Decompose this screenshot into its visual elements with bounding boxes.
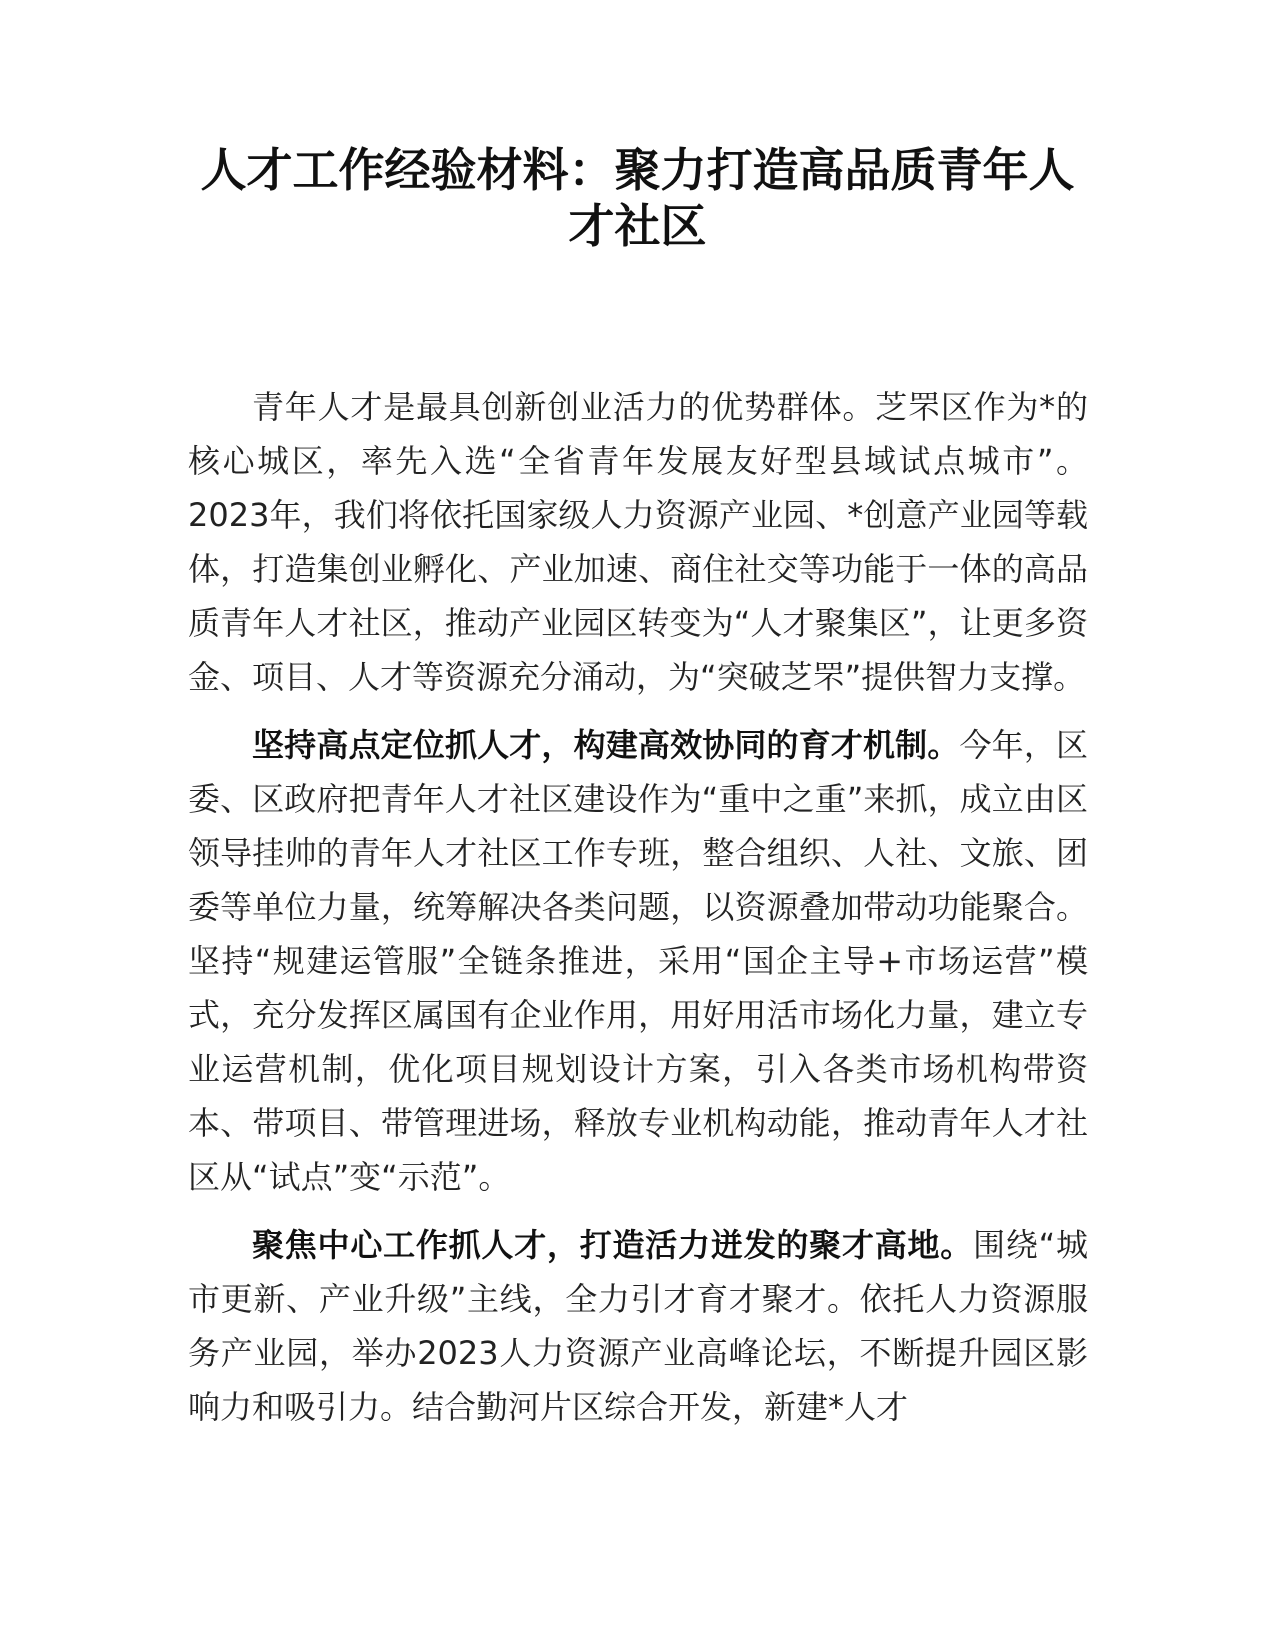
paragraph-text: 今年，区委、区政府把青年人才社区建设作为“重中之重”来抓，成立由区领导挂帅的青年人才社区工作专班，整合组织、人社、文旅、团委等单位力量，统筹解决各类问题，以资源叠加带动功能聚合。坚持“规建运管服”全链条推进，采用“国企主导+市场运营”模式，充分发挥区属国有企业作用，用好用活市场化力量，建立专业运营机制，优化项目规划设计方案，引入各类市场机构带资本、带项目、带管理进场，释放专业机构动能，推动青年人才社区从“试点”变“示范”。	[188, 726, 1088, 1196]
paragraph-text: 围绕“城市更新、产业升级”主线，全力引才育才聚才。依托人力资源服务产业园，举办2023人力资源产业高峰论坛，不断提升园区影响力和吸引力。结合勤河片区综合开发，新建*人才	[188, 1226, 1088, 1426]
paragraph-lead-heading: 聚焦中心工作抓人才，打造活力迸发的聚才高地。	[252, 1226, 974, 1264]
paragraph-mechanism	[188, 718, 1088, 1204]
document-body	[188, 380, 1088, 1448]
paragraph-intro	[188, 380, 1088, 704]
paragraph-highland	[188, 1218, 1088, 1434]
paragraph-lead-heading: 坚持高点定位抓人才，构建高效协同的育才机制。	[252, 726, 960, 764]
document-title: 人才工作经验材料：聚力打造高品质青年人才社区	[200, 143, 1075, 253]
paragraph-text: 青年人才是最具创新创业活力的优势群体。芝罘区作为*的核心城区，率先入选“全省青年发展友好型县域试点城市”。2023年，我们将依托国家级人力资源产业园、*创意产业园等载体，打造集创业孵化、产业加速、商住社交等功能于一体的高品质青年人才社区，推动产业园区转变为“人才聚集区”，让更多资金、项目、人才等资源充分涌动，为“突破芝罘”提供智力支撑。	[188, 388, 1088, 696]
